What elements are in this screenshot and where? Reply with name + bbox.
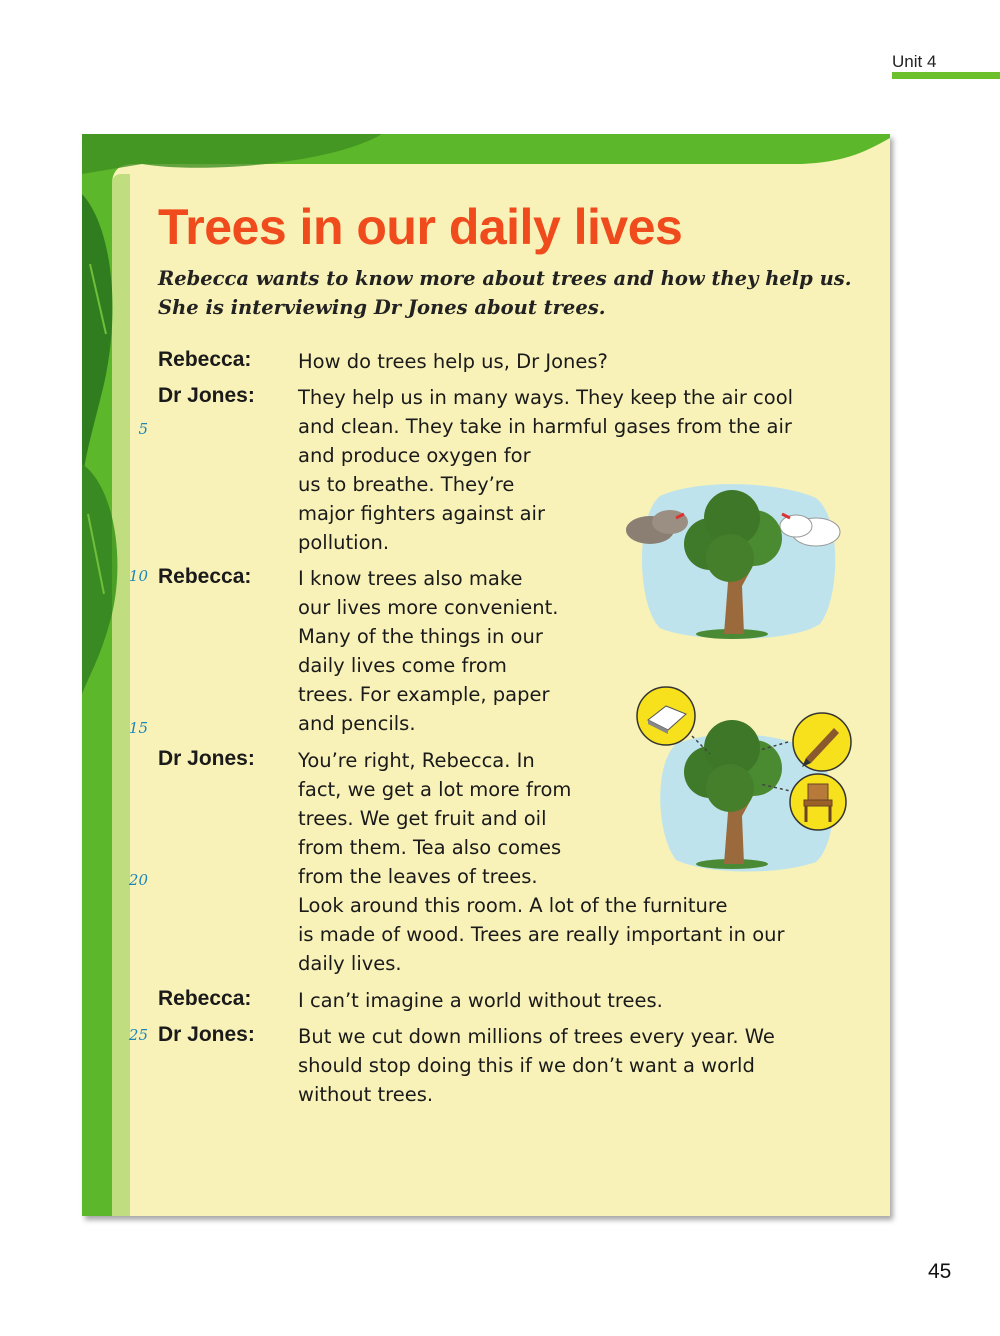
dialogue-line: major fighters against air <box>298 502 545 525</box>
speaker-rebecca: Rebecca: <box>158 348 252 371</box>
dialogue-line: daily lives. <box>298 952 402 975</box>
dialogue-line: You’re right, Rebecca. In <box>298 749 535 772</box>
dialogue-line: daily lives come from <box>298 654 507 677</box>
speaker-dr-jones: Dr Jones: <box>158 384 255 407</box>
speaker-rebecca: Rebecca: <box>158 987 252 1010</box>
tree-products-illustration <box>636 684 854 874</box>
dialogue-line: without trees. <box>298 1083 434 1106</box>
unit-label: Unit 4 <box>892 52 937 71</box>
dialogue-line: But we cut down millions of trees every year. We <box>298 1025 775 1048</box>
speaker-dr-jones: Dr Jones: <box>158 747 255 770</box>
dialogue-line: Look around this room. A lot of the furniture <box>298 894 728 917</box>
dialogue-line: should stop doing this if we don’t want a world <box>298 1054 755 1077</box>
page-title: Trees in our daily lives <box>158 199 683 255</box>
line-number: 15 <box>128 719 148 737</box>
intro-line: Rebecca wants to know more about trees and how they help us. <box>158 267 852 290</box>
dialogue-line: pollution. <box>298 531 390 554</box>
chair-icon <box>790 774 846 830</box>
dialogue-line: fact, we get a lot more from <box>298 778 572 801</box>
intro-line: She is interviewing Dr Jones about trees. <box>158 296 606 319</box>
page-number: 45 <box>928 1260 952 1283</box>
dialogue-line: from the leaves of trees. <box>298 865 538 888</box>
tree-cleaning-air-illustration <box>620 478 846 644</box>
intro-text <box>158 264 858 322</box>
dialogue-line: Many of the things in our <box>298 625 543 648</box>
dialogue-line: from them. Tea also comes <box>298 836 562 859</box>
dialogue-line: They help us in many ways. They keep the air cool <box>298 386 794 409</box>
dialogue-line: I know trees also make <box>298 567 523 590</box>
line-number: 25 <box>128 1026 148 1044</box>
dialogue-line: I can’t imagine a world without trees. <box>298 989 663 1012</box>
speaker-dr-jones: Dr Jones: <box>158 1023 255 1046</box>
unit-accent-bar <box>892 72 1000 79</box>
line-number: 20 <box>128 871 148 889</box>
pencil-icon <box>793 713 851 771</box>
dialogue-line: and produce oxygen for <box>298 444 531 467</box>
dialogue-line: our lives more convenient. <box>298 596 559 619</box>
dialogue-line: trees. For example, paper <box>298 683 550 706</box>
paper-icon <box>637 687 695 745</box>
dialogue-line: is made of wood. Trees are really important in our <box>298 923 785 946</box>
reading-panel <box>82 134 890 1216</box>
dialogue-line: and pencils. <box>298 712 416 735</box>
dialogue-line: and clean. They take in harmful gases from the air <box>298 415 792 438</box>
dialogue-line: us to breathe. They’re <box>298 473 515 496</box>
dialogue-line: How do trees help us, Dr Jones? <box>298 350 608 373</box>
dialogue-line: trees. We get fruit and oil <box>298 807 547 830</box>
line-number: 10 <box>128 567 148 585</box>
line-number: 5 <box>138 420 148 438</box>
speaker-rebecca: Rebecca: <box>158 565 252 588</box>
